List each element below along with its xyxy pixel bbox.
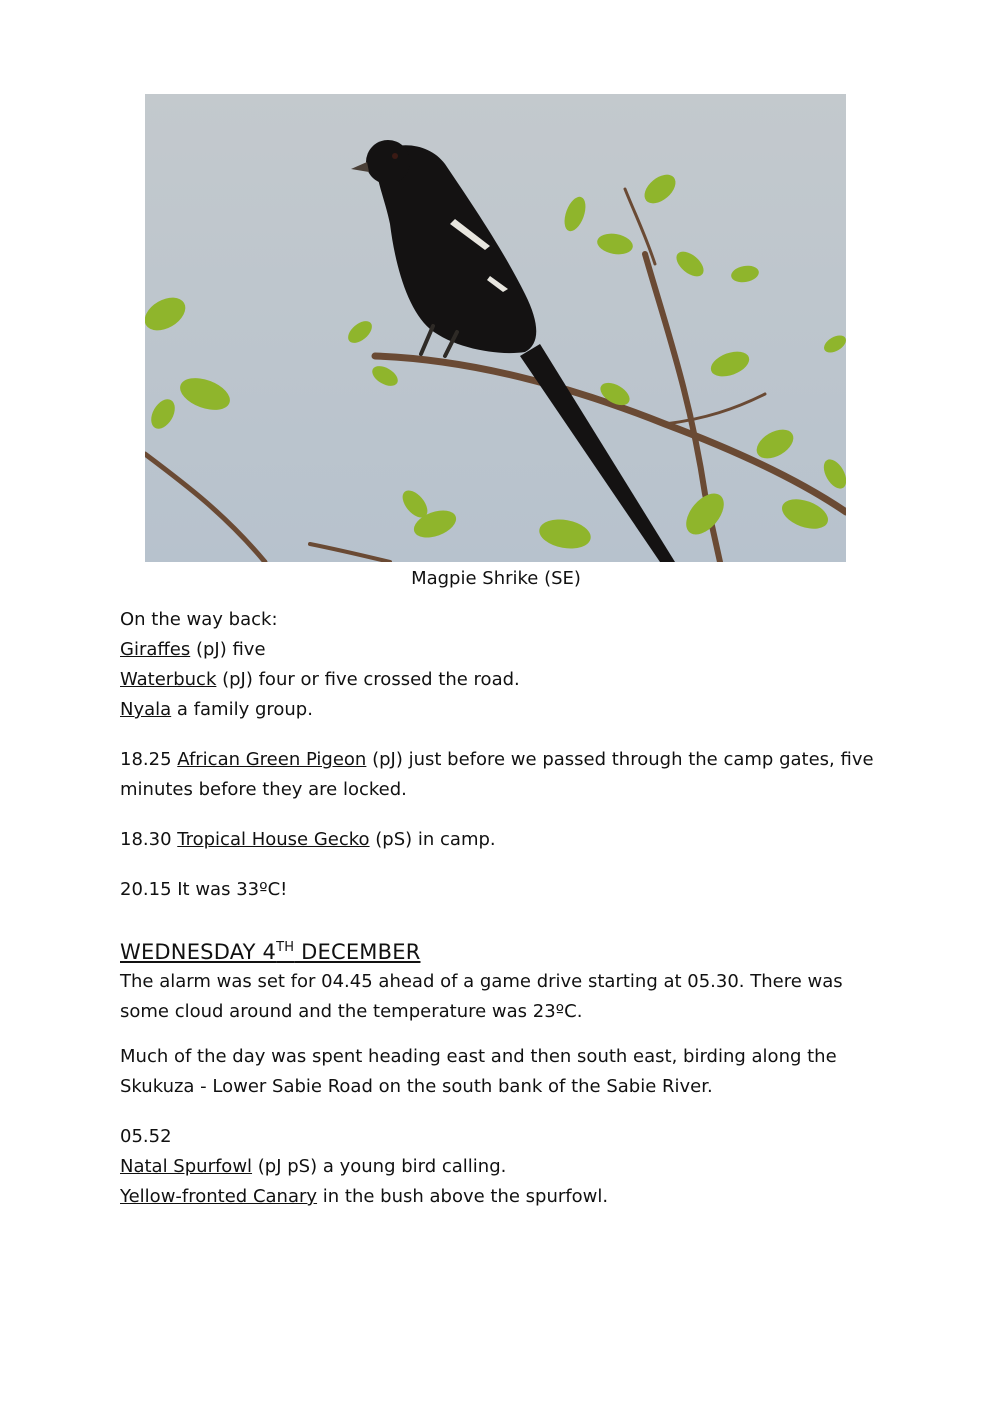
sighting-line xyxy=(120,1152,880,1182)
heading-text: WEDNESDAY 4 xyxy=(120,940,277,964)
species-name: African Green Pigeon xyxy=(177,749,367,770)
entry-note: (pS) in camp. xyxy=(369,829,496,850)
species-name: Yellow-fronted Canary xyxy=(120,1186,318,1207)
entry-paragraph: 20.15 It was 33ºC! xyxy=(120,879,288,900)
species-name: Giraffes xyxy=(120,639,191,660)
sighting-line xyxy=(120,665,880,695)
species-name: Nyala xyxy=(120,699,172,720)
magpie-shrike-photo xyxy=(145,94,846,562)
sighting-line xyxy=(120,635,880,665)
species-name: Waterbuck xyxy=(120,669,217,690)
species-name: Natal Spurfowl xyxy=(120,1156,253,1177)
entry-paragraph xyxy=(120,745,880,805)
heading-ordinal: TH xyxy=(276,940,295,955)
sighting-note: a family group. xyxy=(171,699,313,720)
day-heading xyxy=(120,937,880,967)
entry-note: (pJ) just before we passed through the camp gates, five minutes before they are locked. xyxy=(120,749,874,800)
sighting-note: in the bush above the spurfowl. xyxy=(317,1186,609,1207)
entry-time: 18.30 xyxy=(120,829,178,850)
sighting-note: (pJ) four or five crossed the road. xyxy=(216,669,520,690)
entry-paragraph xyxy=(120,825,880,855)
body-paragraph: Much of the day was spent heading east and then south east, birding along the Skukuza - Lower Sabie Road on the south bank of the Sabie River. xyxy=(120,1046,837,1097)
species-name: Tropical House Gecko xyxy=(177,829,370,850)
sighting-note: (pJ pS) a young bird calling. xyxy=(252,1156,507,1177)
heading-text-end: DECEMBER xyxy=(294,940,421,964)
sighting-line xyxy=(120,695,880,725)
document-body xyxy=(120,605,880,1212)
intro-line: On the way back: xyxy=(120,609,278,630)
sighting-note: (pJ) five xyxy=(190,639,266,660)
body-paragraph: The alarm was set for 04.45 ahead of a game drive starting at 05.30. There was some cloud around and the temperature was 23ºC. xyxy=(120,971,843,1022)
time-line: 05.52 xyxy=(120,1126,172,1147)
sighting-line xyxy=(120,1182,880,1212)
entry-time: 18.25 xyxy=(120,749,178,770)
photo-caption: Magpie Shrike (SE) xyxy=(411,568,581,589)
